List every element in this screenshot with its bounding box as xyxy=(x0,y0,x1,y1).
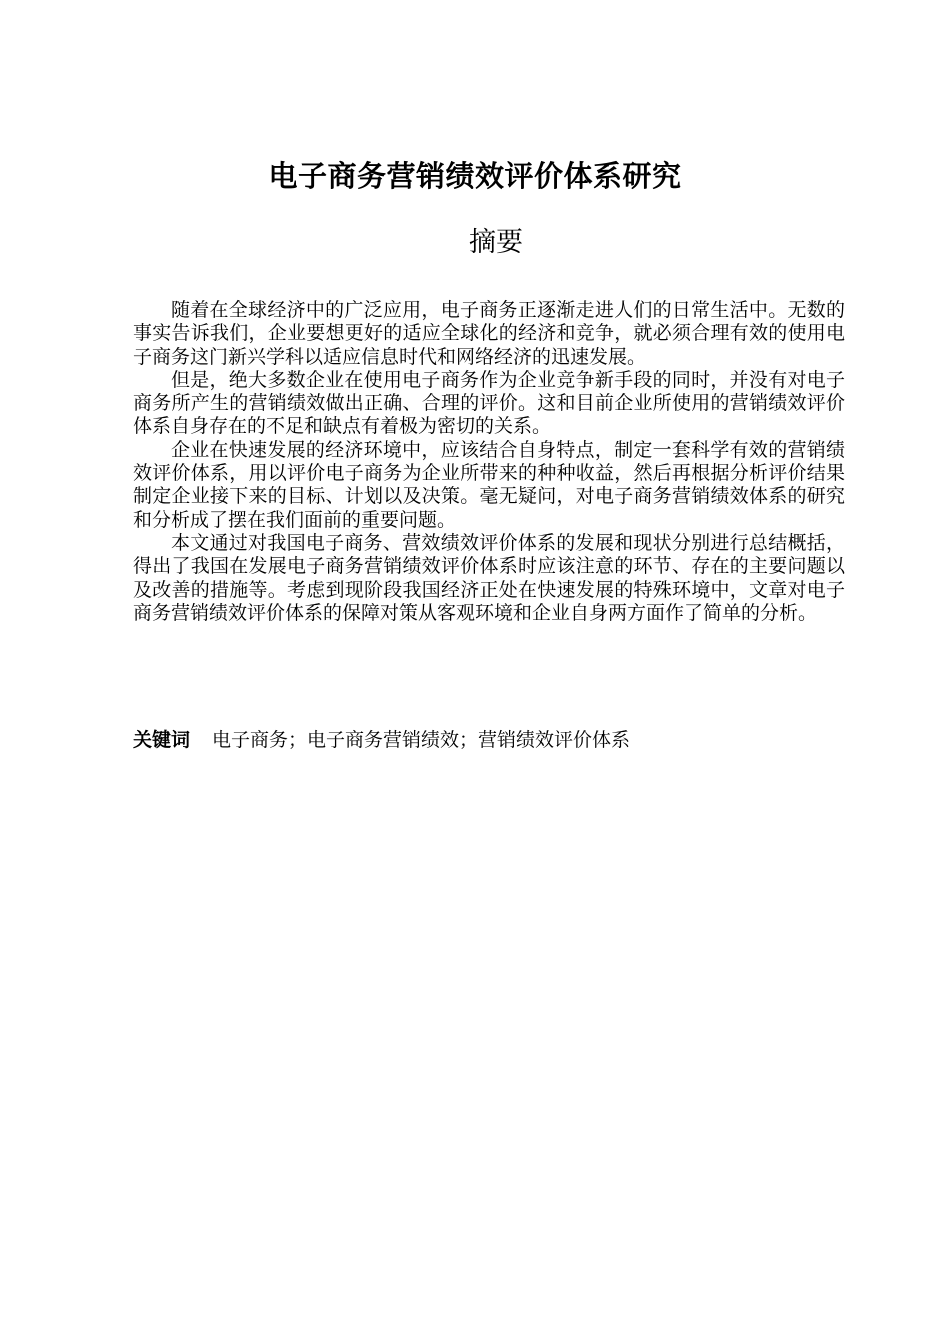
abstract-body xyxy=(133,299,845,625)
paper-title: 电子商务营销绩效评价体系研究 xyxy=(268,159,682,193)
abstract-paragraph-1: 随着在全球经济中的广泛应用，电子商务正逐渐走进人们的日常生活中。无数的事实告诉我们，企业要想更好的适应全球化的经济和竞争，就必须合理有效的使用电子商务这门新兴学科以适应信息时代和网络经济的迅速发展。 xyxy=(133,299,845,368)
keywords-label: 关键词 xyxy=(133,729,191,751)
abstract-paragraph-4: 本文通过对我国电子商务、营效绩效评价体系的发展和现状分别进行总结概括，得出了我国在发展电子商务营销绩效评价体系时应该注意的环节、存在的主要问题以及改善的措施等。考虑到现阶段我国经济正处在快速发展的特殊环境中，文章对电子商务营销绩效评价体系的保障对策从客观环境和企业自身两方面作了简单的分析。 xyxy=(133,531,845,624)
abstract-paragraph-3: 企业在快速发展的经济环境中，应该结合自身特点，制定一套科学有效的营销绩效评价体系，用以评价电子商务为企业所带来的种种收益，然后再根据分析评价结果制定企业接下来的目标、计划以及决策。毫无疑问，对电子商务营销绩效体系的研究和分析成了摆在我们面前的重要问题。 xyxy=(133,438,845,531)
abstract-paragraph-2: 但是，绝大多数企业在使用电子商务作为企业竞争新手段的同时，并没有对电子商务所产生的营销绩效做出正确、合理的评价。这和目前企业所使用的营销绩效评价体系自身存在的不足和缺点有着极为密切的关系。 xyxy=(133,368,845,438)
abstract-heading: 摘要 xyxy=(469,227,523,258)
keywords-text: 电子商务；电子商务营销绩效；营销绩效评价体系 xyxy=(212,729,631,751)
keywords-line xyxy=(133,727,845,753)
